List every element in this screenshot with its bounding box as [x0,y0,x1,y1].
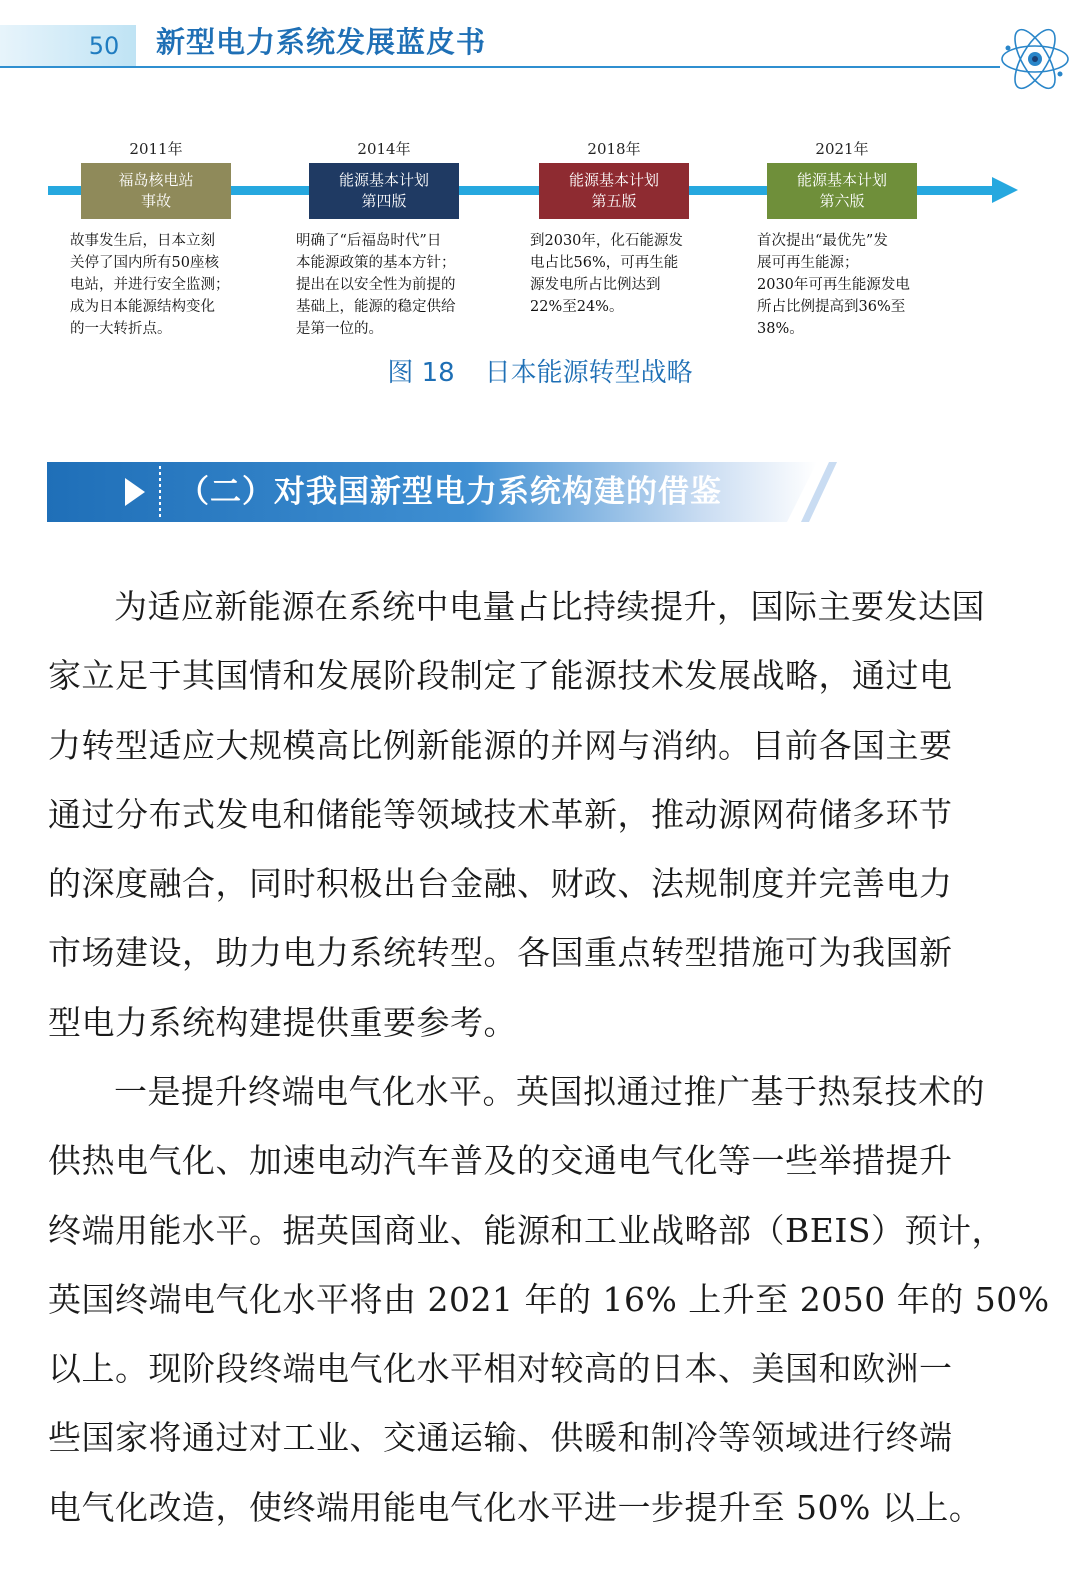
text-line: 市场建设，助力电力系统转型。各国重点转型措施可为我国新 [48,933,953,973]
event-box [309,163,459,219]
desc-line: 2030年可再生能源发电 [757,277,910,293]
desc-line: 首次提出“最优先”发 [757,233,888,249]
body-paragraph [48,572,1018,1057]
desc-line: 电占比56%，可再生能 [530,255,679,271]
desc-line: 所占比例提高到36%至 [757,299,906,315]
page-number: 50 [88,32,120,60]
text-line: 以上。现阶段终端电气化水平相对较高的日本、美国和欧洲一 [48,1349,953,1389]
desc-line: 明确了“后福岛时代”日 [296,233,442,249]
desc-line: 基础上，能源的稳定供给 [296,299,456,315]
text-line: 终端用能水平。据英国商业、能源和工业战略部（BEIS）预计， [48,1210,1005,1250]
event-box [767,163,917,219]
event-description [757,230,957,340]
desc-line: 故事发生后，日本立刻 [70,233,215,249]
text-line: 些国家将通过对工业、交通运输、供暖和制冷等领域进行终端 [48,1418,953,1458]
desc-line: 是第一位的。 [296,321,383,337]
text-line: 通过分布式发电和储能等领域技术革新，推动源网荷储多环节 [48,794,953,834]
event-year: 2014年 [357,140,411,158]
event-box-line1: 福岛核电站 [118,171,194,189]
text-line: 英国终端电气化水平将由 2021 年的 16% 上升至 2050 年的 50% [48,1279,1050,1319]
event-description [530,230,730,318]
text-line: 家立足于其国情和发展阶段制定了能源技术发展战略，通过电 [48,656,953,696]
figure-title: 日本能源转型战略 [484,358,693,388]
event-box-line2: 事故 [140,192,171,210]
event-box [81,163,231,219]
atom-icon [998,22,1072,96]
event-year: 2011年 [129,140,183,158]
text-line: 一是提升终端电气化水平。英国拟通过推广基于热泵技术的 [114,1072,985,1111]
text-line: 型电力系统构建提供重要参考。 [48,1002,517,1042]
event-box-line2: 第四版 [361,192,407,210]
body-paragraph [48,1057,1050,1542]
event-description [70,230,270,340]
event-year: 2018年 [587,140,641,158]
event-box-line2: 第五版 [591,192,637,210]
desc-line: 展可再生能源； [757,255,859,271]
event-box-line1: 能源基本计划 [796,171,887,189]
desc-line: 本能源政策的基本方针； [296,255,456,271]
desc-line: 到2030年，化石能源发 [530,233,683,249]
figure-number: 图 18 [387,358,455,388]
section-title: （二）对我国新型电力系统构建的借鉴 [178,474,722,510]
desc-line: 关停了国内所有50座核 [70,255,219,271]
header-rule [0,66,1000,68]
timeline-arrowhead [992,177,1018,203]
event-box-line1: 能源基本计划 [338,171,429,189]
event-year: 2021年 [815,140,869,158]
desc-line: 成为日本能源结构变化 [70,299,215,315]
text-line: 供热电气化、加速电动汽车普及的交通电气化等一些举措提升 [48,1141,953,1181]
book-title: 新型电力系统发展蓝皮书 [156,25,487,59]
figure-caption [0,355,1080,391]
desc-line: 源发电所占比例达到 [530,277,661,293]
desc-line: 电站，并进行安全监测； [70,277,230,293]
event-box-line2: 第六版 [819,192,865,210]
event-box [539,163,689,219]
text-line: 为适应新能源在系统中电量占比持续提升，国际主要发达国 [114,587,985,626]
desc-line: 的一大转折点。 [70,321,172,337]
desc-line: 22%至24%。 [530,299,624,315]
text-line: 的深度融合，同时积极出台金融、财政、法规制度并完善电力 [48,864,953,904]
text-line: 力转型适应大规模高比例新能源的并网与消纳。目前各国主要 [48,725,953,765]
text-line: 电气化改造，使终端用能电气化水平进一步提升至 50% 以上。 [48,1487,983,1527]
desc-line: 38%。 [757,321,804,337]
desc-line: 提出在以安全性为前提的 [296,277,456,293]
event-description [296,230,506,340]
event-box-line1: 能源基本计划 [568,171,659,189]
